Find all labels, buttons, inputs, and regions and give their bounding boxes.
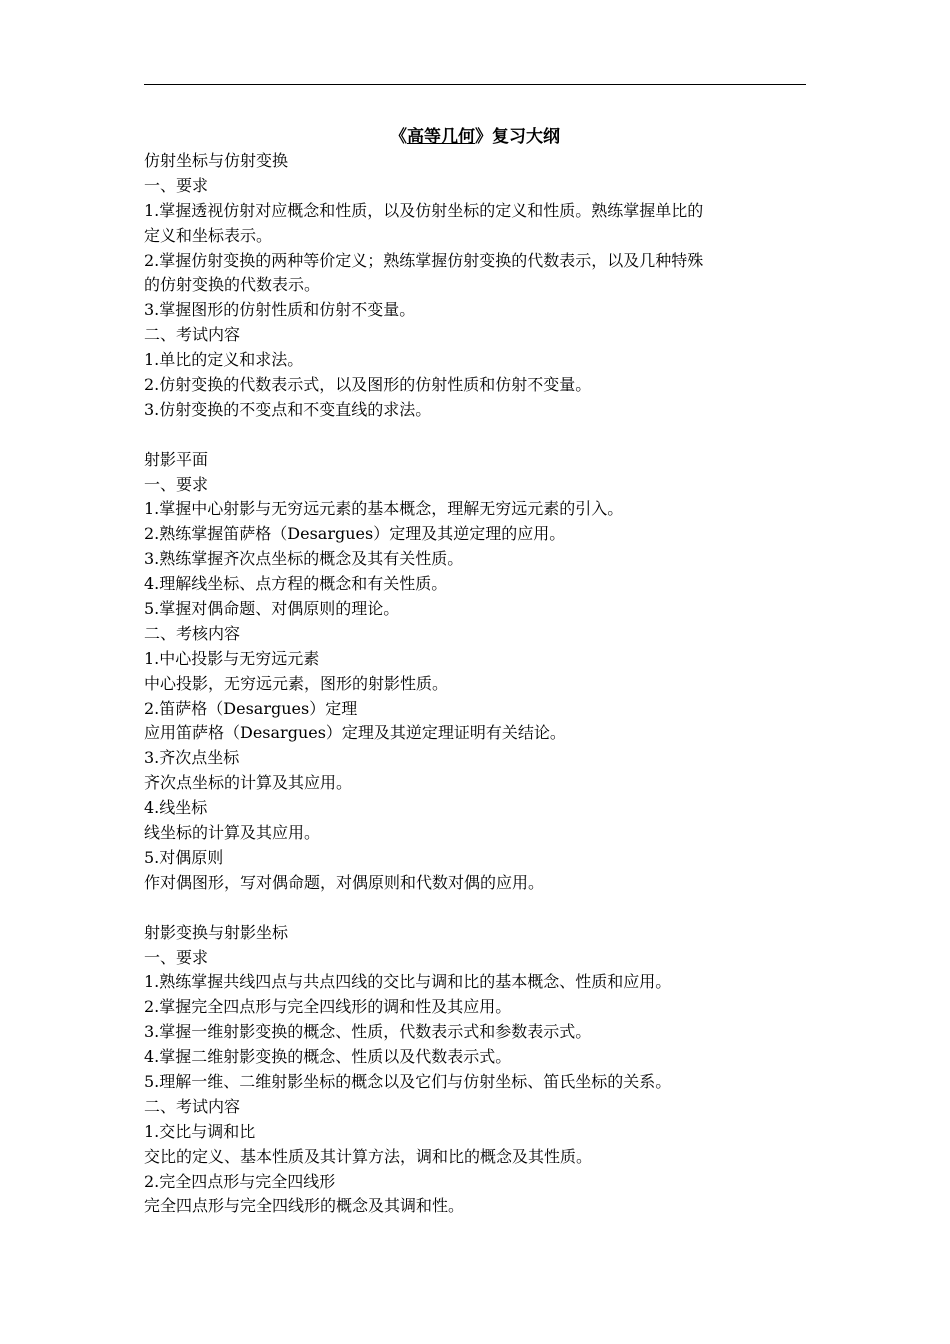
text-line: 的仿射变换的代数表示。	[144, 275, 321, 295]
text-line: 定义和坐标表示。	[144, 225, 273, 245]
text-line: 一、要求	[144, 947, 209, 967]
text-line: 2.笛萨格（Desargues）定理	[144, 698, 358, 718]
text-line: 线坐标的计算及其应用。	[144, 823, 321, 843]
text-line: 1.掌握透视仿射对应概念和性质，以及仿射坐标的定义和性质。熟练掌握单比的	[144, 200, 704, 220]
text-line: 完全四点形与完全四线形的概念及其调和性。	[144, 1196, 465, 1216]
text-line: 3.掌握一维射影变换的概念、性质，代数表示式和参数表示式。	[144, 1022, 592, 1042]
text-line: 1.交比与调和比	[144, 1121, 256, 1141]
text-line: 4.掌握二维射影变换的概念、性质以及代数表示式。	[144, 1047, 512, 1067]
text-line: 射影平面	[144, 449, 209, 469]
text-line: 1.熟练掌握共线四点与共点四线的交比与调和比的基本概念、性质和应用。	[144, 972, 672, 992]
text-line: 二、考试内容	[144, 325, 241, 345]
text-line: 二、考试内容	[144, 1096, 241, 1116]
text-line: 4.线坐标	[144, 798, 208, 818]
text-line: 1.单比的定义和求法。	[144, 350, 304, 370]
text-line: 2.完全四点形与完全四线形	[144, 1171, 336, 1191]
header-rule	[144, 84, 806, 85]
text-line: 2.仿射变换的代数表示式，以及图形的仿射性质和仿射不变量。	[144, 375, 592, 395]
title-rest: 》复习大纲	[475, 127, 560, 147]
text-line: 4.理解线坐标、点方程的概念和有关性质。	[144, 574, 448, 594]
text-line: 3.掌握图形的仿射性质和仿射不变量。	[144, 300, 416, 320]
text-line: 2.熟练掌握笛萨格（Desargues）定理及其逆定理的应用。	[144, 524, 566, 544]
title-name: 高等几何	[407, 127, 475, 147]
text-line: 2.掌握完全四点形与完全四线形的调和性及其应用。	[144, 997, 512, 1017]
text-line: 应用笛萨格（Desargues）定理及其逆定理证明有关结论。	[144, 723, 566, 743]
title-open-quote: 《	[390, 127, 407, 147]
text-line: 5.掌握对偶命题、对偶原则的理论。	[144, 599, 400, 619]
text-line: 5.对偶原则	[144, 847, 224, 867]
text-line: 齐次点坐标的计算及其应用。	[144, 773, 353, 793]
text-line: 仿射坐标与仿射变换	[144, 151, 289, 170]
text-line: 一、要求	[144, 474, 209, 494]
text-line: 中心投影，无穷远元素，图形的射影性质。	[144, 673, 449, 693]
document-title	[144, 124, 806, 150]
text-line: 二、考核内容	[144, 623, 241, 643]
text-line: 作对偶图形，写对偶命题，对偶原则和代数对偶的应用。	[144, 872, 545, 892]
text-line: 射影变换与射影坐标	[144, 922, 289, 942]
text-line: 交比的定义、基本性质及其计算方法，调和比的概念及其性质。	[144, 1146, 593, 1166]
text-line: 3.仿射变换的不变点和不变直线的求法。	[144, 399, 432, 419]
text-line: 3.熟练掌握齐次点坐标的概念及其有关性质。	[144, 549, 464, 569]
document-body	[144, 149, 816, 1219]
text-line: 1.中心投影与无穷远元素	[144, 648, 320, 668]
text-line: 1.掌握中心射影与无穷远元素的基本概念，理解无穷远元素的引入。	[144, 499, 624, 519]
blank-line	[144, 423, 816, 448]
text-line: 5.理解一维、二维射影坐标的概念以及它们与仿射坐标、笛氏坐标的关系。	[144, 1071, 672, 1091]
text-line: 一、要求	[144, 175, 209, 195]
text-line: 3.齐次点坐标	[144, 748, 240, 768]
blank-line	[144, 896, 816, 921]
text-line: 2.掌握仿射变换的两种等价定义；熟练掌握仿射变换的代数表示，以及几种特殊	[144, 250, 704, 270]
